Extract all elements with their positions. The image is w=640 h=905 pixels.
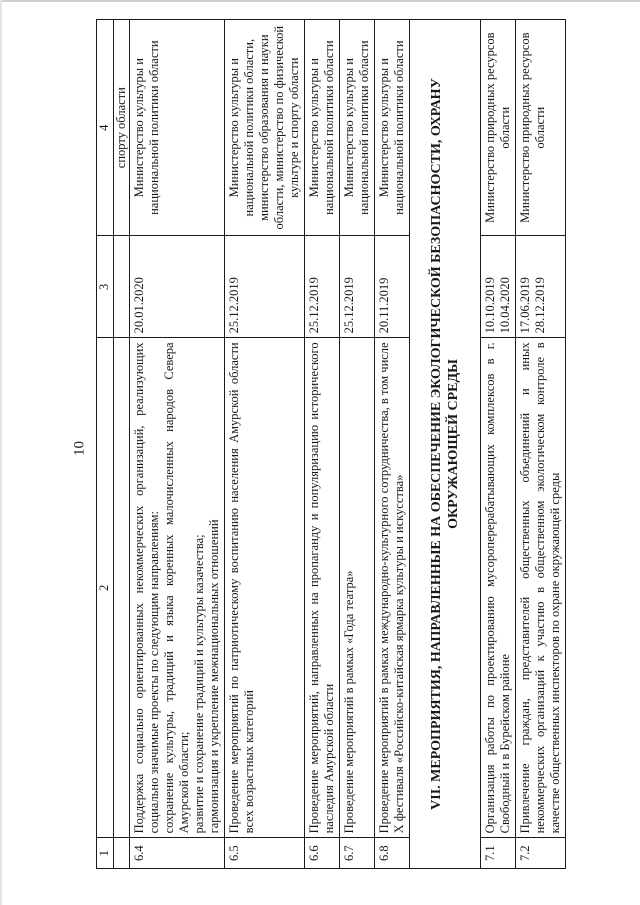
row-date: 25.12.2019 [305,236,340,338]
row-date: 25.12.2019 [225,236,305,338]
row-text-line: Проведение мероприятий по патриотическому воспитанию населения Амурской области всех возрастных категорий [227,342,256,834]
header-row [97,20,114,869]
row-text-line: гармонизация и укрепление межнациональных отношений [207,519,221,834]
row-text-line: развитие и сохранение традиций и культуры казачества; [192,534,206,834]
row-text-line: Поддержка социально ориентированных некоммерческих организаций, реализующих социально значимые проекты по следующим направлениям: [132,342,161,834]
row-number: 6.4 [130,838,225,869]
header-col-3: 3 [97,236,114,338]
row-text-line: Проведение мероприятий в рамках международно-культурного сотрудничества, в том числе X фестиваля «Российско-китайская ярмарка культуры и искусства» [377,342,406,834]
cont-executor: спорту области [114,20,130,236]
table-row [481,20,516,869]
row-date: 17.06.2019 28.12.2019 [516,236,566,338]
row-text [340,338,375,838]
row-text [516,338,566,838]
section-row [410,20,481,869]
table-row [375,20,410,869]
header-col-1: 1 [97,838,114,869]
row-executor: Министерство культуры и национальной политики области, министерство образования и науки области, министерство по физической культуре и спорту области [225,20,305,236]
row-text-line: Проведение мероприятий, направленных на пропаганду и популяризацию исторического наследия Амурской области [307,342,336,834]
row-number: 6.5 [225,838,305,869]
row-text-line: Привлечение граждан, представителей общественных объединений и иных некоммерческих организаций к участию в общественном экологическом контроле в качестве общественных инспекторов по охране окружающей среды [518,342,562,834]
row-text [130,338,225,838]
row-text-line: Проведение мероприятий в рамках «Года театра» [342,570,356,834]
scan-edge-top [0,0,640,2]
row-text [375,338,410,838]
scan-edge-left [0,0,2,905]
table-row [516,20,566,869]
row-executor: Министерство культуры и национальной политики области [340,20,375,236]
row-number: 7.1 [481,838,516,869]
page-number: 10 [71,441,88,456]
row-date: 10.10.2019 10.04.2020 [481,236,516,338]
cont-date [114,236,130,338]
table-row [225,20,305,869]
row-text [305,338,340,838]
row-number: 6.7 [340,838,375,869]
row-date: 20.01.2020 [130,236,225,338]
row-executor: Министерство природных ресурсов области [516,20,566,236]
row-number: 6.6 [305,838,340,869]
row-executor: Министерство культуры и национальной политики области [305,20,340,236]
row-text-line: Организация работы по проектированию мусороперерабатывающих комплексов в г. Свободный и в Бурейском районе [483,342,512,834]
section-title: VII. МЕРОПРИЯТИЯ, НАПРАВЛЕННЫЕ НА ОБЕСПЕЧЕНИЕ ЭКОЛОГИЧЕСКОЙ БЕЗОПАСНОСТИ, ОХРАНУ ОКРУЖАЮЩЕЙ СРЕДЫ [410,20,481,869]
rotated-table-wrapper [96,14,616,874]
row-executor: Министерство природных ресурсов области [481,20,516,236]
table-row [340,20,375,869]
continuation-row [114,20,130,869]
cont-num [114,838,130,869]
row-date: 20.11.2019 [375,236,410,338]
row-executor: Министерство культуры и национальной политики области [375,20,410,236]
header-col-2: 2 [97,338,114,838]
row-text [481,338,516,838]
table-row [305,20,340,869]
rotated-page-area [96,14,616,874]
cont-text [114,338,130,838]
plan-table [96,19,566,869]
header-col-4: 4 [97,20,114,236]
row-number: 6.8 [375,838,410,869]
row-text-line: сохранение культуры, традиций и языка коренных малочисленных народов Севера Амурской области; [162,342,191,834]
row-date: 25.12.2019 [340,236,375,338]
row-text [225,338,305,838]
row-number: 7.2 [516,838,566,869]
row-executor: Министерство культуры и национальной политики области [130,20,225,236]
table-row [130,20,225,869]
